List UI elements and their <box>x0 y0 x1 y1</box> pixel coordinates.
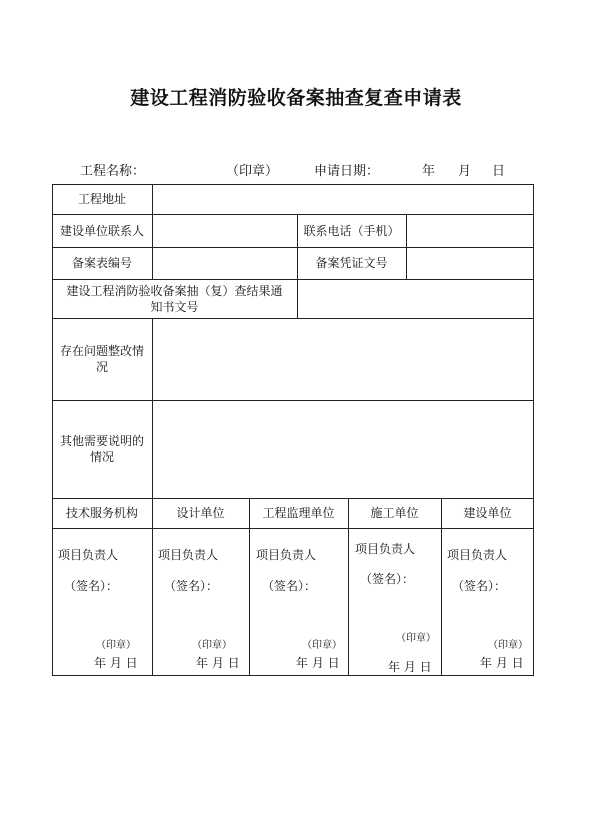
record-no-label: 备案表编号 <box>71 256 132 270</box>
voucher-no-label: 备案凭证文号 <box>315 256 388 270</box>
sign-date-label: 年 月 日 <box>480 656 524 670</box>
unit-header-construction: 施工单位 <box>370 506 419 520</box>
sign-date-label: 年 月 日 <box>94 656 138 670</box>
signature-label: （签名）： <box>452 579 507 593</box>
seal-label: （印章） <box>396 633 436 644</box>
contact-field[interactable] <box>153 215 297 247</box>
sign-date-label: 年 月 日 <box>388 660 432 674</box>
voucher-no-field[interactable] <box>407 248 533 279</box>
seal-label: （印章） <box>192 640 232 651</box>
address-label: 工程地址 <box>77 192 126 206</box>
sign-date-label: 年 月 日 <box>296 656 340 670</box>
signature-label: （签名）： <box>360 572 415 586</box>
project-leader-label: 项目负责人 <box>256 548 317 562</box>
header-seal-label: （印章） <box>226 164 279 179</box>
document-title: 建设工程消防验收备案抽查复查申请表 <box>130 87 462 109</box>
unit-header-tech-service: 技术服务机构 <box>65 506 138 520</box>
sign-date-label: 年 月 日 <box>196 656 240 670</box>
unit-header-design: 设计单位 <box>176 506 225 520</box>
project-leader-label: 项目负责人 <box>447 548 508 562</box>
seal-label: （印章） <box>96 640 136 651</box>
signature-label: （签名）： <box>262 579 317 593</box>
project-leader-label: 项目负责人 <box>58 548 119 562</box>
address-field[interactable] <box>153 185 533 214</box>
row-divider <box>52 528 534 529</box>
contact-label: 建设单位联系人 <box>59 223 144 238</box>
phone-field[interactable] <box>407 215 533 247</box>
record-no-field[interactable] <box>153 248 297 279</box>
other-label: 其他需要说明的情况 <box>59 434 144 464</box>
header-month: 月 <box>458 164 472 179</box>
other-field[interactable] <box>153 401 533 498</box>
issues-field[interactable] <box>153 319 533 400</box>
project-leader-label: 项目负责人 <box>355 542 416 556</box>
project-leader-label: 项目负责人 <box>158 548 219 562</box>
notice-no-field[interactable] <box>298 280 533 318</box>
project-name-label: 工程名称： <box>80 164 146 179</box>
unit-header-owner: 建设单位 <box>463 506 512 520</box>
signature-label: （签名）： <box>164 579 219 593</box>
seal-label: （印章） <box>302 640 342 651</box>
header-day: 日 <box>492 164 506 179</box>
signature-label: （签名）： <box>64 579 119 593</box>
seal-label: （印章） <box>488 640 528 651</box>
unit-header-supervision: 工程监理单位 <box>262 506 335 520</box>
phone-label: 联系电话（手机） <box>303 223 400 238</box>
apply-date-label: 申请日期： <box>314 164 380 179</box>
header-year: 年 <box>422 164 436 179</box>
notice-no-label: 建设工程消防验收备案抽（复）查结果通知书文号 <box>66 283 283 314</box>
issues-label: 存在问题整改情况 <box>59 344 144 374</box>
